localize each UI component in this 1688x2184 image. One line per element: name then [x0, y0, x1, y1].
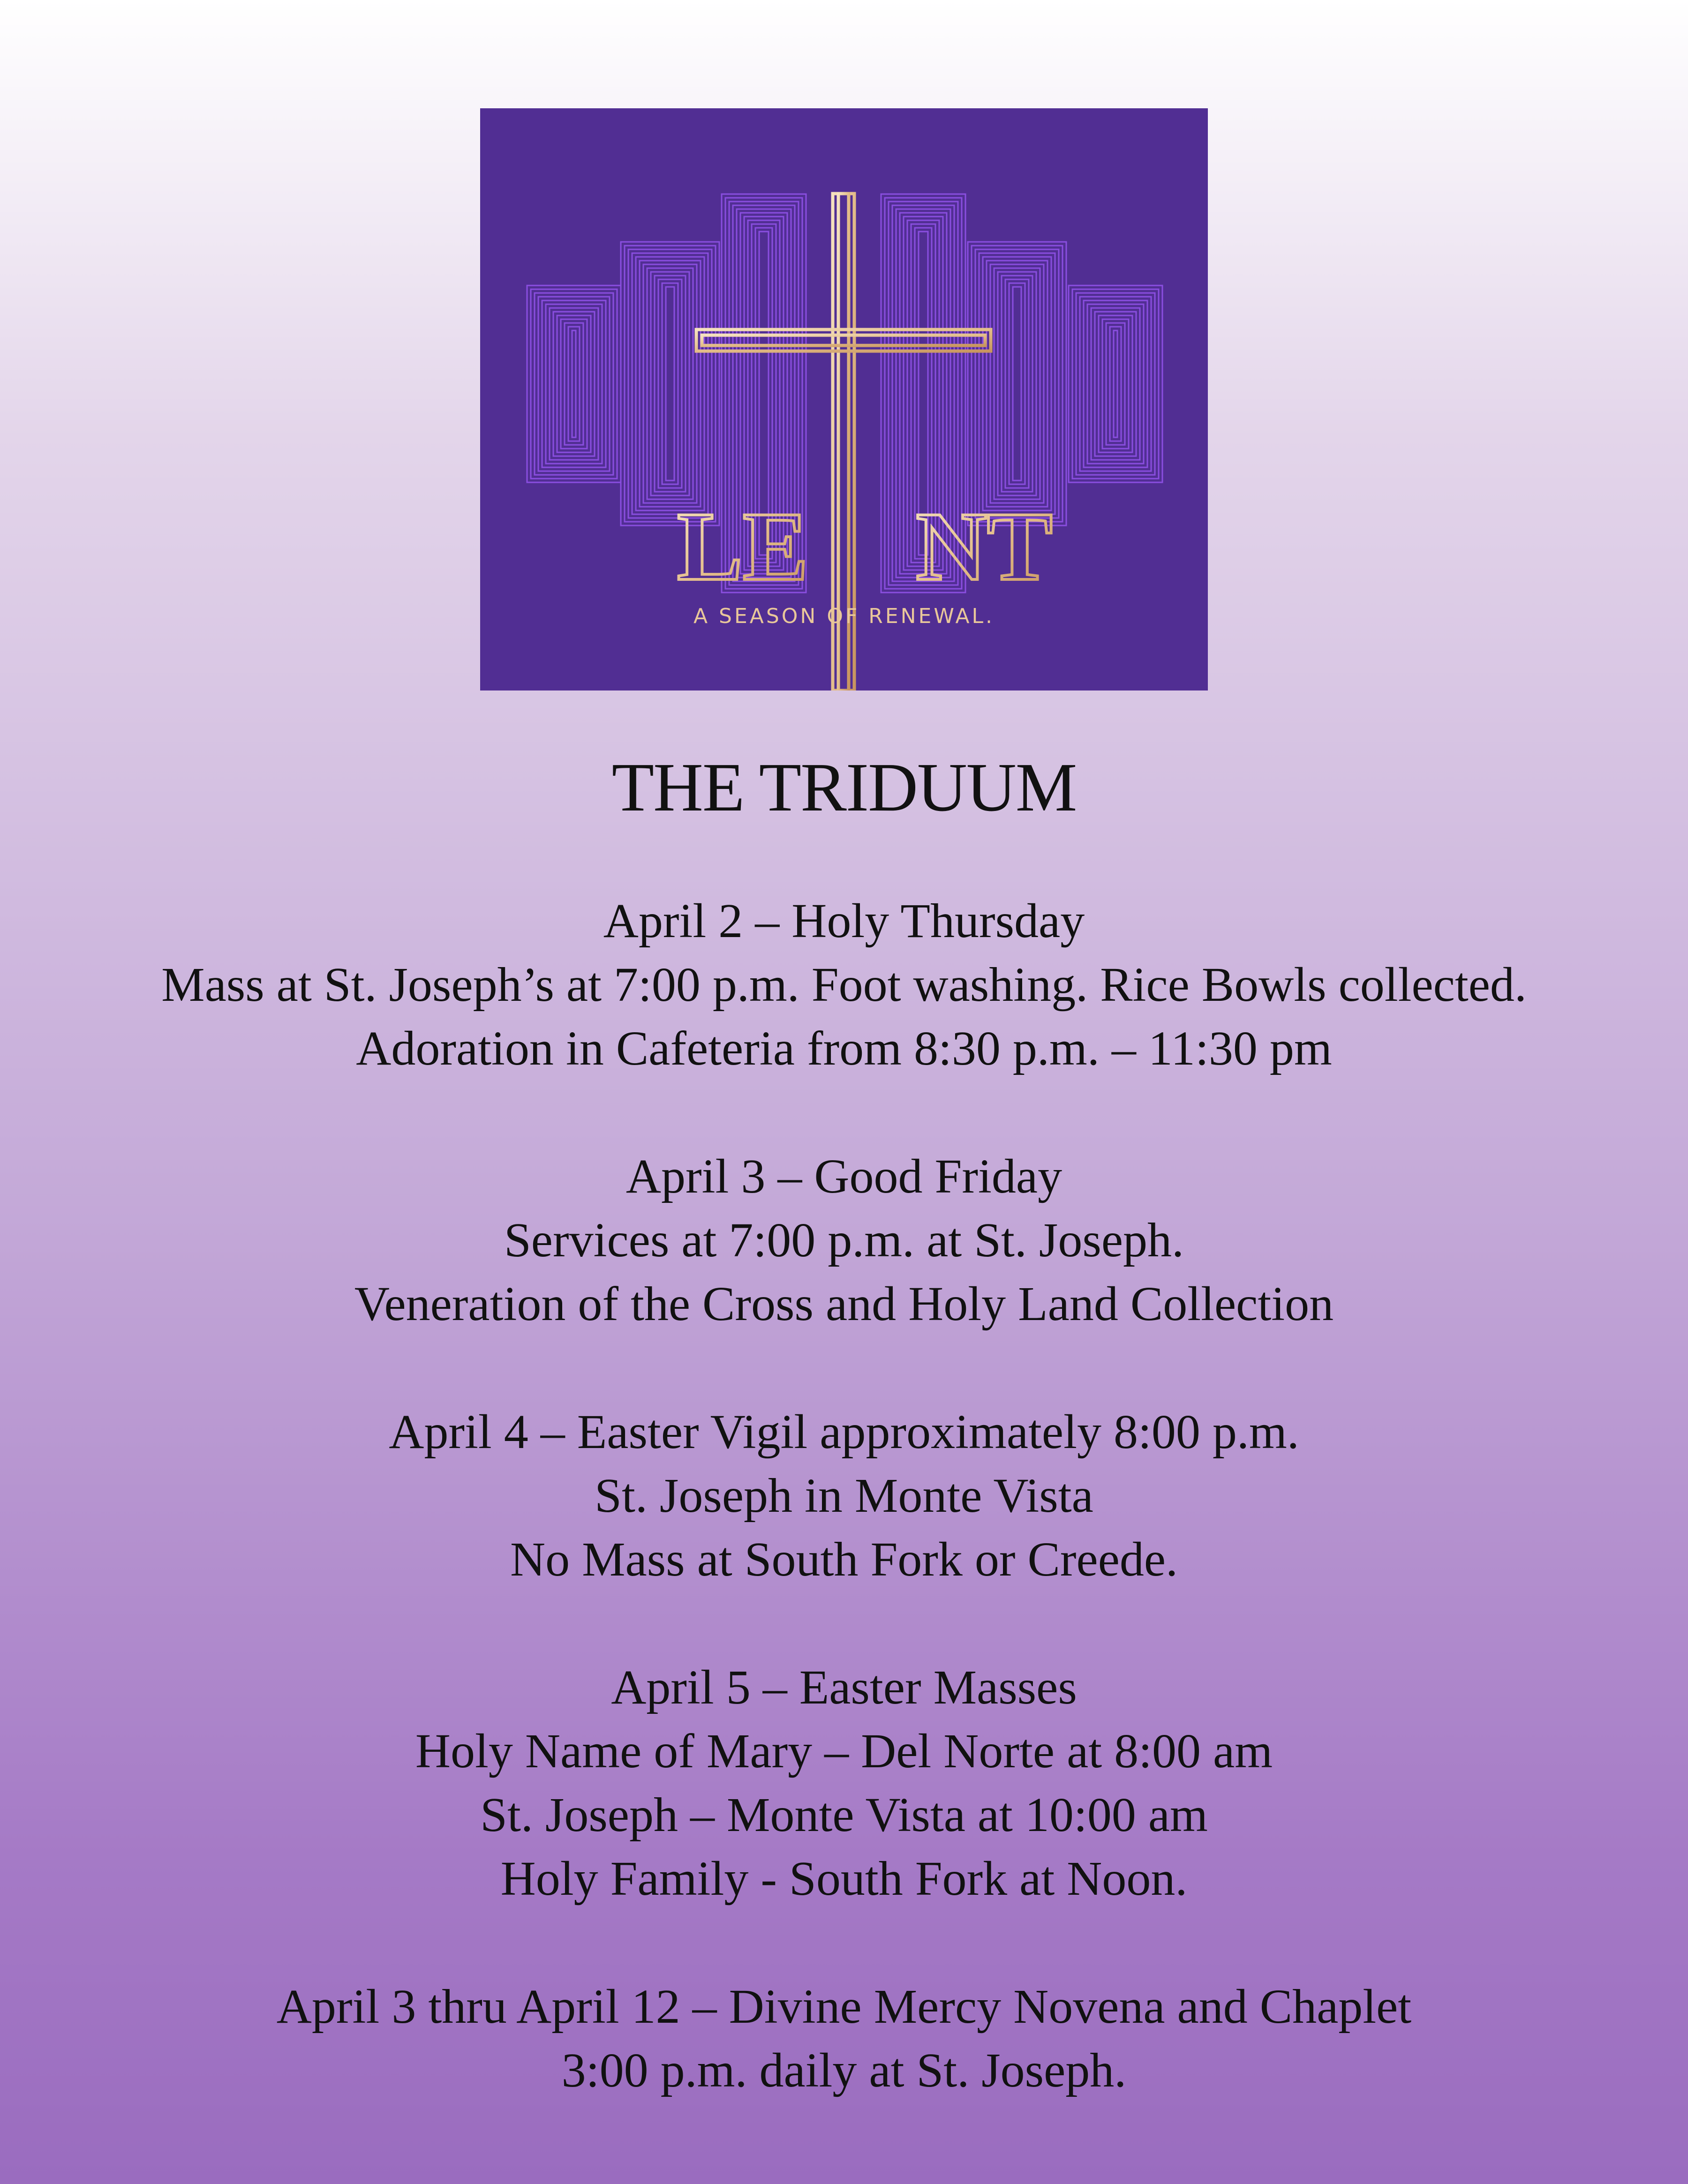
event-line: St. Joseph – Monte Vista at 10:00 am [480, 1788, 1208, 1842]
event-line: Holy Family - South Fork at Noon. [500, 1852, 1188, 1906]
logo-word-left: LE [677, 492, 809, 601]
event-divine-mercy [0, 1975, 1688, 2102]
event-line: Veneration of the Cross and Holy Land Collection [354, 1277, 1334, 1331]
event-holy-thursday [0, 889, 1688, 1081]
logo-word-right: NT [916, 492, 1053, 601]
event-heading: April 3 – Good Friday [625, 1149, 1063, 1203]
logo-tagline: A SEASON OF RENEWAL. [693, 604, 995, 628]
event-line: St. Joseph in Monte Vista [595, 1469, 1093, 1523]
lent-logo [480, 108, 1208, 690]
event-heading: April 5 – Easter Masses [611, 1660, 1077, 1714]
lent-logo-art [480, 108, 1208, 690]
event-line: No Mass at South Fork or Creede. [510, 1532, 1178, 1586]
event-line: Holy Name of Mary – Del Norte at 8:00 am [415, 1724, 1273, 1778]
event-line: Services at 7:00 p.m. at St. Joseph. [504, 1213, 1184, 1267]
event-line: Mass at St. Joseph’s at 7:00 p.m. Foot washing. Rice Bowls collected. [161, 958, 1527, 1012]
line-pattern [527, 194, 1162, 593]
event-heading: April 4 – Easter Vigil approximately 8:00 p.m. [389, 1405, 1299, 1459]
page-title: THE TRIDUUM [611, 749, 1077, 826]
event-line: 3:00 p.m. daily at St. Joseph. [561, 2043, 1127, 2097]
event-easter-vigil [0, 1400, 1688, 1591]
event-line: Adoration in Cafeteria from 8:30 p.m. – 11:30 pm [356, 1021, 1332, 1075]
schedule [0, 889, 1688, 2167]
event-good-friday [0, 1145, 1688, 1336]
event-heading: April 2 – Holy Thursday [603, 894, 1085, 948]
event-easter-masses [0, 1656, 1688, 1911]
event-heading: April 3 thru April 12 – Divine Mercy Novena and Chaplet [276, 1980, 1412, 2034]
